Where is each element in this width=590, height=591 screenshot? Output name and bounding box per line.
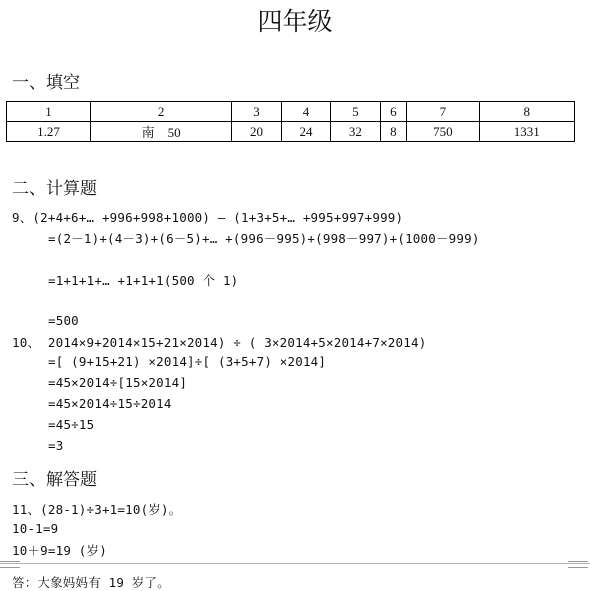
answer-table	[6, 101, 575, 142]
table-header-cell: 1	[7, 102, 91, 122]
page-break-marker-right	[568, 561, 588, 568]
calc-line: =45×2014÷[15×2014]	[48, 375, 188, 390]
table-header-cell: 2	[90, 102, 231, 122]
table-cell: 24	[281, 122, 330, 142]
section-heading-calculation: 二、计算题	[12, 179, 97, 199]
calc-line: =1+1+1+… +1+1+1(500 个 1)	[48, 273, 239, 288]
calc-line: 10、 2014×9+2014×15+21×2014) ÷ ( 3×2014+5×2014+7×2014)	[12, 335, 427, 350]
solution-line: 10＋9=19 (岁)	[12, 543, 107, 558]
calc-line: =45×2014÷15÷2014	[48, 396, 172, 411]
table-header-cell: 4	[281, 102, 330, 122]
calc-line: 9、(2+4+6+… +996+998+1000) — (1+3+5+… +995+997+999)	[12, 210, 404, 225]
table-cell: 1.27	[7, 122, 91, 142]
page-title: 四年级	[257, 7, 333, 36]
table-cell: 南 50	[90, 122, 231, 142]
table-row	[7, 122, 575, 142]
calc-line: =3	[48, 438, 64, 453]
calc-line: =45÷15	[48, 417, 95, 432]
answer-line: 答：大象妈妈有 19 岁了。	[12, 575, 170, 590]
table-cell: 1331	[479, 122, 574, 142]
page-break-marker-left	[0, 561, 20, 568]
page-break-line	[0, 563, 590, 564]
solution-line: 11、(28-1)÷3+1=10(岁)。	[12, 502, 182, 517]
table-header-cell: 3	[232, 102, 281, 122]
calc-line: =(2－1)+(4－3)+(6－5)+… +(996－995)+(998－997)+(1000－999)	[48, 231, 480, 246]
calc-line: =500	[48, 313, 79, 328]
calc-line: =[ (9+15+21) ×2014]÷[ (3+5+7) ×2014]	[48, 354, 327, 369]
solution-line: 10-1=9	[12, 521, 59, 536]
table-header-cell: 6	[380, 102, 406, 122]
table-cell: 750	[407, 122, 479, 142]
section-heading-word-problems: 三、解答题	[12, 470, 97, 490]
table-header-row	[7, 102, 575, 122]
section-heading-fill-blank: 一、填空	[12, 73, 80, 93]
table-header-cell: 5	[331, 102, 380, 122]
table-cell: 32	[331, 122, 380, 142]
table-cell: 8	[380, 122, 406, 142]
table-header-cell: 7	[407, 102, 479, 122]
table-cell: 20	[232, 122, 281, 142]
table-header-cell: 8	[479, 102, 574, 122]
